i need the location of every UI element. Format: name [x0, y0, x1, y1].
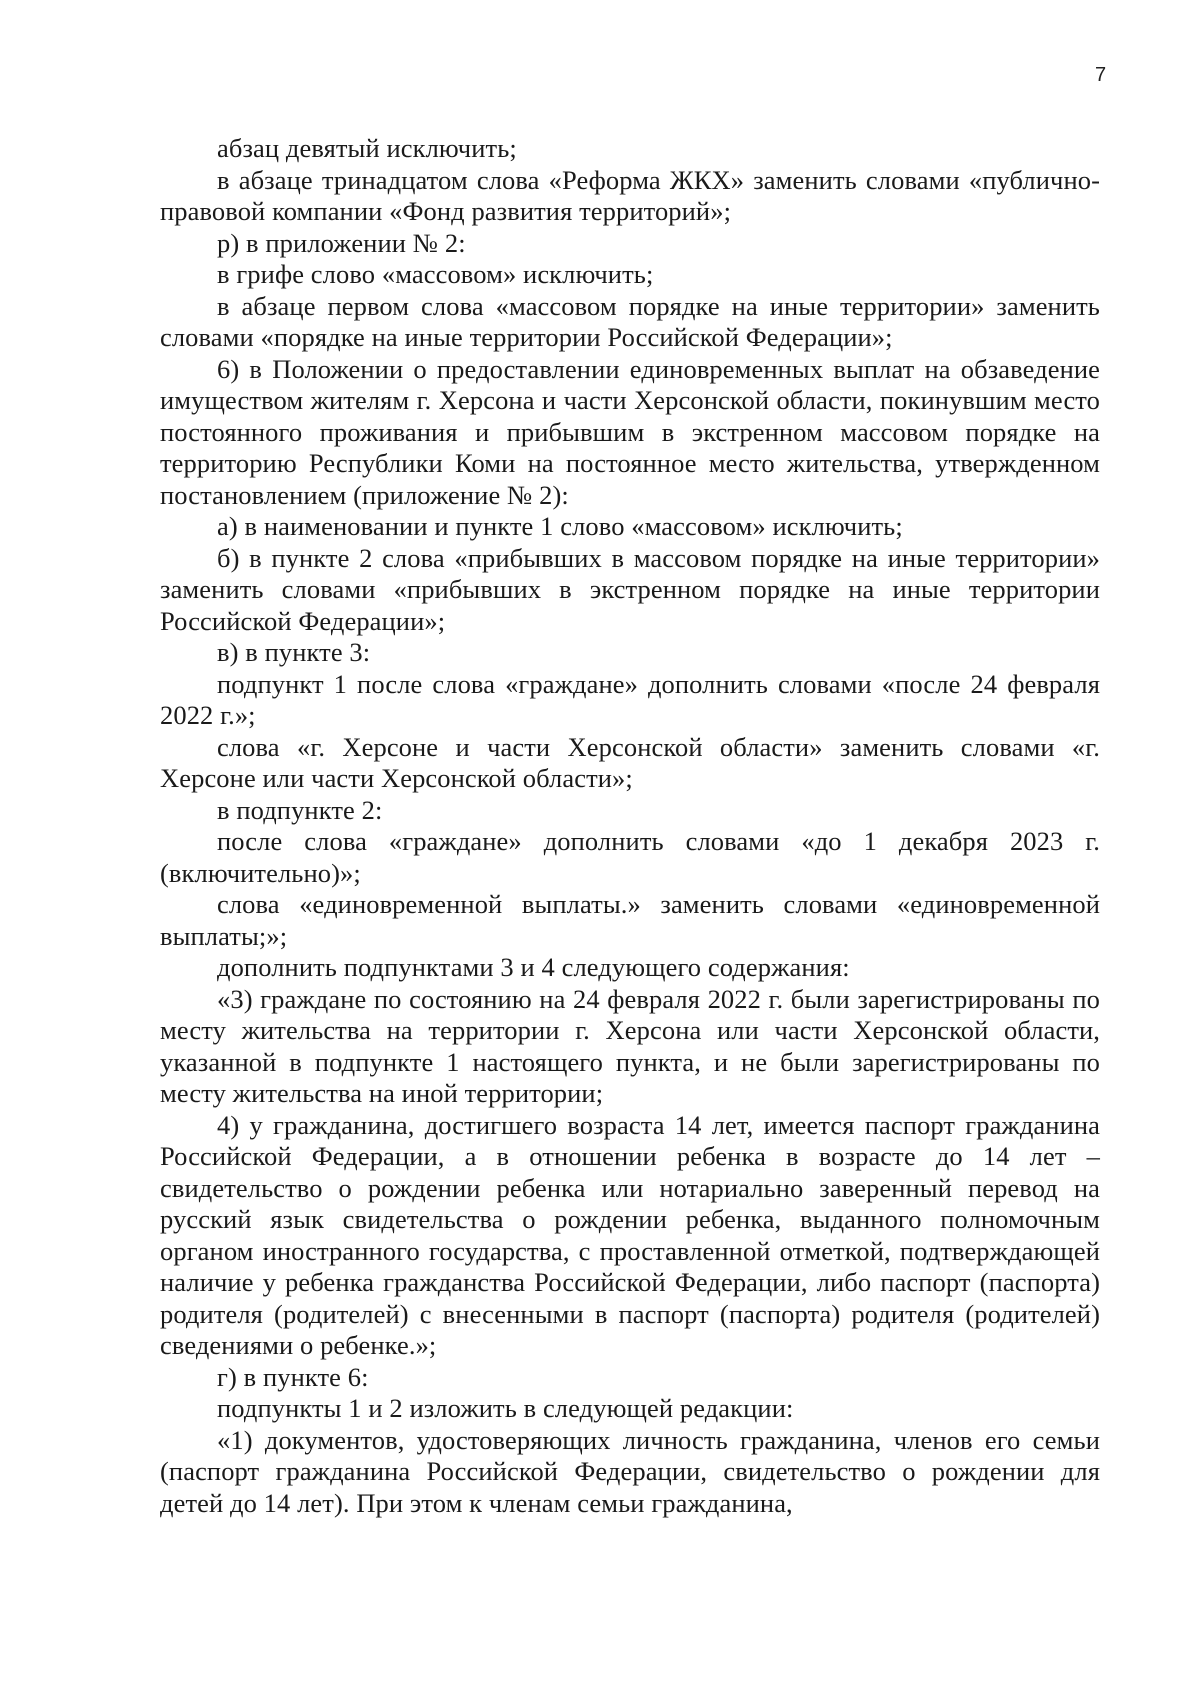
paragraph: 6) в Положении о предоставлении единовременных выплат на обзаведение имуществом жителям г. Херсона и части Херсонской области, покинувшим место постоянного проживания и прибывшим в экстренном массовом порядке на территорию Республики Коми на постоянное место жительства, утвержденном постановлением (приложение № 2):: [160, 353, 1100, 510]
paragraph: г) в пункте 6:: [217, 1361, 369, 1392]
page-number: 7: [1095, 64, 1107, 86]
paragraph: абзац девятый исключить;: [217, 133, 517, 163]
paragraph: подпункты 1 и 2 изложить в следующей редакции:: [217, 1393, 794, 1423]
paragraph: «1) документов, удостоверяющих личность гражданина, членов его семьи (паспорт гражданина Российской Федерации, свидетельство о рождении для детей до 14 лет). При этом к членам семьи гражданина,: [160, 1424, 1100, 1518]
paragraph: в) в пункте 3:: [217, 637, 371, 667]
paragraph: «3) граждане по состоянию на 24 февраля 2022 г. были зарегистрированы по месту жительства на территории г. Херсона или части Херсонской области, указанной в подпункте 1 настоящего пункта, и не были зарегистрированы по месту жительства на иной территории;: [160, 983, 1100, 1108]
paragraph: в грифе слово «массовом» исключить;: [217, 259, 654, 289]
paragraph: слова «г. Херсоне и части Херсонской области» заменить словами «г. Херсоне или части Херсонской области»;: [160, 731, 1100, 793]
paragraph: в подпункте 2:: [217, 794, 383, 825]
paragraph: в абзаце тринадцатом слова «Реформа ЖКХ» заменить словами «публично-правовой компании «Фонд развития территорий»;: [160, 164, 1100, 226]
paragraph: после слова «граждане» дополнить словами «до 1 декабря 2023 г. (включительно)»;: [160, 826, 1100, 888]
document-body: [160, 133, 1100, 1519]
paragraph: а) в наименовании и пункте 1 слово «массовом» исключить;: [217, 511, 903, 541]
paragraph: в абзаце первом слова «массовом порядке на иные территории» заменить словами «порядке на иные территории Российской Федерации»;: [160, 290, 1100, 352]
paragraph: подпункт 1 после слова «граждане» дополнить словами «после 24 февраля 2022 г.»;: [160, 668, 1100, 730]
paragraph: слова «единовременной выплаты.» заменить словами «единовременной выплаты;»;: [160, 889, 1100, 951]
paragraph: дополнить подпунктами 3 и 4 следующего содержания:: [217, 952, 850, 982]
paragraph: р) в приложении № 2:: [217, 227, 466, 258]
paragraph: б) в пункте 2 слова «прибывших в массовом порядке на иные территории» заменить словами «прибывших в экстренном порядке на иные территории Российской Федерации»;: [160, 542, 1100, 636]
paragraph: 4) у гражданина, достигшего возраста 14 лет, имеется паспорт гражданина Российской Федерации, а в отношении ребенка в возрасте до 14 лет – свидетельство о рождении ребенка или нотариально заверенный перевод на русский язык свидетельства о рождении ребенка, выданного полномочным органом иностранного государства, с проставленной отметкой, подтверждающей наличие у ребенка гражданства Российской Федерации, либо паспорт (паспорта) родителя (родителей) с внесенными в паспорт (паспорта) родителя (родителей) сведениями о ребенке.»;: [160, 1109, 1100, 1360]
